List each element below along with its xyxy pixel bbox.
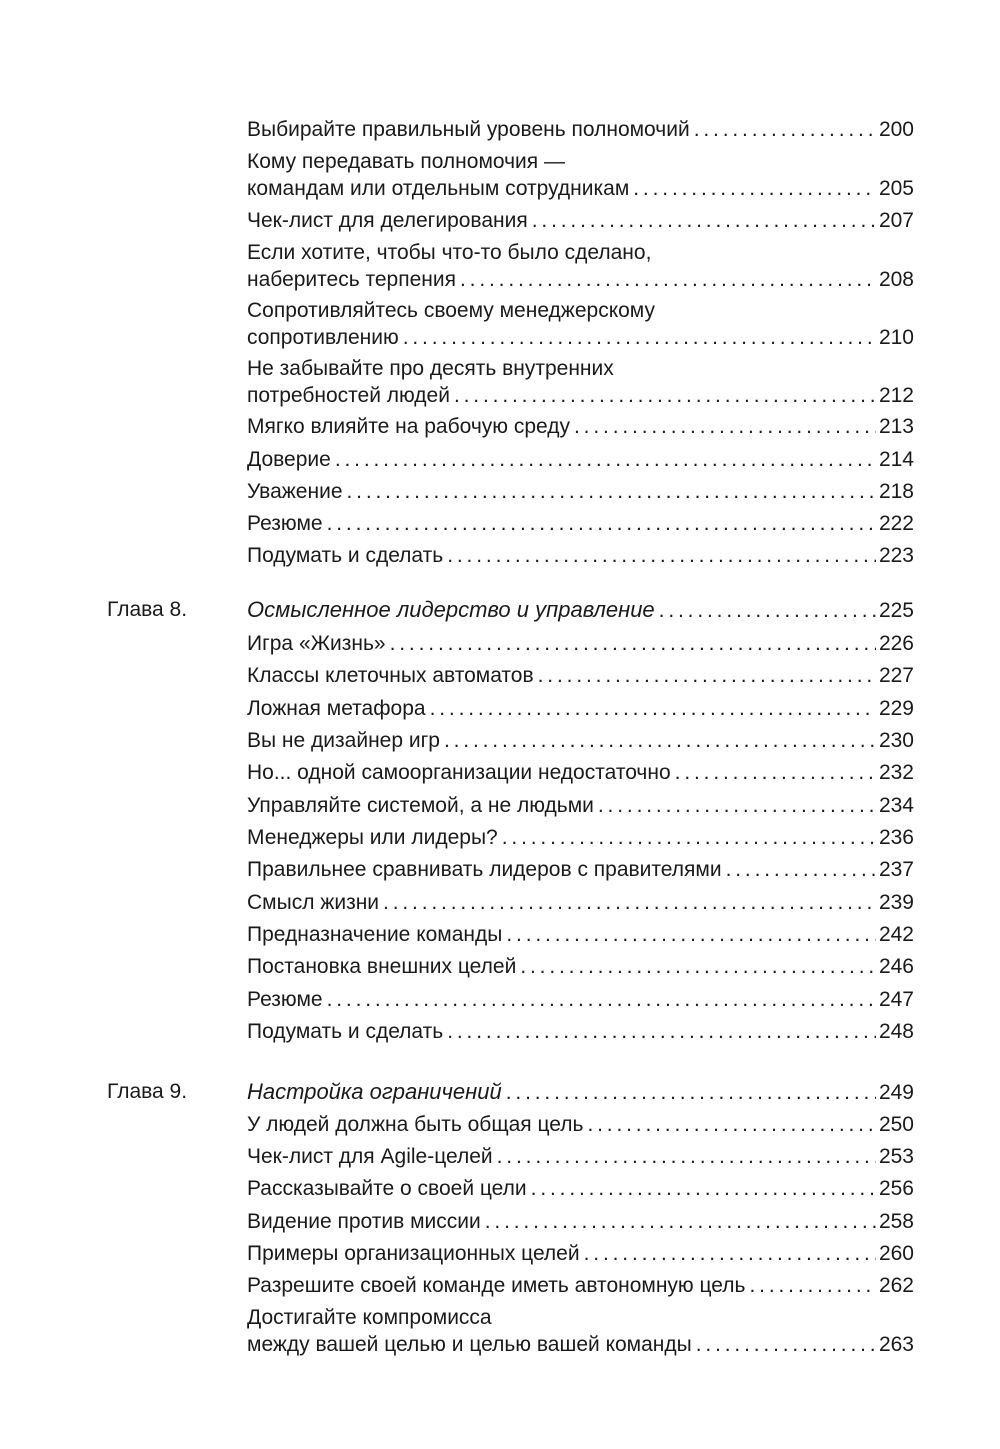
toc-entry-page: 227: [878, 664, 914, 687]
toc-entry-page: 258: [878, 1210, 914, 1233]
toc-entry-page: 226: [878, 632, 914, 655]
toc-entry-title-line1: Кому передавать полномочия —: [247, 150, 565, 173]
leader-dots: [383, 889, 876, 916]
toc-entry[interactable]: [247, 1240, 914, 1267]
toc-entry-page: 247: [878, 988, 914, 1011]
toc-entry-page: 237: [878, 858, 914, 881]
leader-dots: [538, 662, 876, 689]
toc-entry-title: Ложная метафора: [247, 697, 426, 720]
toc-entry-title-line2: командам или отдельным сотрудникам: [247, 177, 630, 200]
toc-entry-page: 256: [878, 1177, 914, 1200]
toc-entry[interactable]: [247, 239, 914, 293]
toc-entry-page: 253: [878, 1145, 914, 1168]
toc-entry-title: Менеджеры или лидеры?: [247, 826, 498, 849]
leader-dots: [390, 630, 876, 657]
chapter-label: Глава 8.: [107, 598, 188, 621]
toc-entry[interactable]: [247, 413, 914, 440]
leader-dots: [485, 1208, 876, 1235]
leader-dots: [694, 116, 876, 143]
toc-entry-title: Предназначение команды: [247, 923, 503, 946]
chapter-title: Настройка ограничений: [247, 1079, 502, 1104]
leader-dots: [659, 597, 876, 624]
toc-entry-page: 263: [878, 1333, 914, 1356]
toc-entry-page: 248: [878, 1020, 914, 1043]
leader-dots: [598, 792, 876, 819]
toc-entry-title: Примеры организационных целей: [247, 1242, 580, 1265]
toc-entry-title: Управляйте системой, а не людьми: [247, 794, 594, 817]
toc-entry-page: 214: [878, 448, 914, 471]
toc-entry-page: 229: [878, 697, 914, 720]
toc-entry-page: 246: [878, 955, 914, 978]
toc-entry-page: 222: [878, 512, 914, 535]
toc-entry-page: 260: [878, 1242, 914, 1265]
toc-entry-title: Уважение: [247, 480, 343, 503]
toc-entry-page: 212: [878, 384, 914, 407]
toc-entry-page: 236: [878, 826, 914, 849]
toc-entry-title: Подумать и сделать: [247, 1020, 444, 1043]
leader-dots: [531, 1175, 876, 1202]
toc-entry[interactable]: [247, 921, 914, 948]
toc-entry[interactable]: [247, 1175, 914, 1202]
leader-dots: [584, 1240, 876, 1267]
toc-entry-title: Рассказывайте о своей цели: [247, 1177, 527, 1200]
toc-entry-title: Игра «Жизнь»: [247, 632, 386, 655]
toc-entry-title: Резюме: [247, 512, 323, 535]
toc-entry-title-line1: Достигайте компромисса: [247, 1306, 492, 1329]
toc-entry[interactable]: [247, 510, 914, 537]
leader-dots: [506, 1079, 876, 1106]
leader-dots: [587, 1111, 876, 1138]
toc-entry-page: 239: [878, 891, 914, 914]
toc-entry-title: Разрешите своей команде иметь автономную цель: [247, 1274, 746, 1297]
toc-entry-page: 230: [878, 729, 914, 752]
toc-entry-page: 210: [878, 326, 914, 349]
toc-entry[interactable]: [247, 759, 914, 786]
chapter-heading[interactable]: [247, 1078, 914, 1106]
toc-entry[interactable]: [247, 207, 914, 234]
toc-entry[interactable]: [247, 792, 914, 819]
leader-dots: [726, 856, 876, 883]
toc-entry-page: 250: [878, 1113, 914, 1136]
toc-entry-title: Правильнее сравнивать лидеров с правителями: [247, 858, 722, 881]
leader-dots: [403, 324, 876, 351]
leader-dots: [574, 413, 876, 440]
leader-dots: [447, 1018, 876, 1045]
toc-entry-title: Вы не дизайнер игр: [247, 729, 440, 752]
toc-entry-page: 207: [878, 209, 914, 232]
chapter-title: Осмысленное лидерство и управление: [247, 597, 655, 622]
toc-entry[interactable]: [247, 542, 914, 569]
leader-dots: [520, 953, 876, 980]
toc-entry[interactable]: [247, 953, 914, 980]
leader-dots: [347, 478, 876, 505]
toc-entry-page: 223: [878, 544, 914, 567]
toc-entry[interactable]: [247, 148, 914, 202]
chapter-label: Глава 9.: [107, 1080, 188, 1103]
toc-entry[interactable]: [247, 1272, 914, 1299]
chapter-heading[interactable]: [247, 596, 914, 624]
toc-entry[interactable]: [247, 662, 914, 689]
leader-dots: [506, 921, 876, 948]
toc-entry-title: Резюме: [247, 988, 323, 1011]
leader-dots: [430, 695, 876, 722]
toc-entry-page: 200: [878, 118, 914, 141]
leader-dots: [335, 446, 876, 473]
toc-entry[interactable]: [247, 986, 914, 1013]
toc-entry-title: Но... одной самоорганизации недостаточно: [247, 761, 671, 784]
toc-entry-title: У людей должна быть общая цель: [247, 1113, 584, 1136]
toc-entry-title: Выбирайте правильный уровень полномочий: [247, 118, 690, 141]
toc-entry[interactable]: [247, 446, 914, 473]
leader-dots: [454, 382, 876, 409]
toc-entry[interactable]: [247, 478, 914, 505]
toc-entry-title-line1: Если хотите, чтобы что-то было сделано,: [247, 241, 652, 264]
toc-entry-title-line1: Не забывайте про десять внутренних: [247, 357, 614, 380]
toc-entry-title-line2: между вашей целью и целью вашей команды: [247, 1333, 692, 1356]
toc-entry[interactable]: [247, 1111, 914, 1138]
toc-entry-title-line2: сопротивлению: [247, 326, 399, 349]
toc-entry-title: Мягко влияйте на рабочую среду: [247, 415, 571, 438]
chapter-page: 249: [878, 1081, 914, 1104]
toc-entry-page: 205: [878, 177, 914, 200]
toc-entry[interactable]: [247, 1143, 914, 1170]
toc-entry-page: 208: [878, 268, 914, 291]
leader-dots: [497, 1143, 876, 1170]
toc-entry-title-line1: Сопротивляйтесь своему менеджерскому: [247, 299, 655, 322]
toc-entry-title: Классы клеточных автоматов: [247, 664, 534, 687]
toc-entry-title: Подумать и сделать: [247, 544, 444, 567]
toc-entry[interactable]: [247, 630, 914, 657]
leader-dots: [327, 986, 876, 1013]
toc-entry[interactable]: [247, 856, 914, 883]
toc-entry[interactable]: [247, 727, 914, 754]
leader-dots: [460, 266, 876, 293]
leader-dots: [444, 727, 876, 754]
leader-dots: [447, 542, 876, 569]
toc-entry-title: Смысл жизни: [247, 891, 380, 914]
toc-entry-page: 242: [878, 923, 914, 946]
toc-entry-page: 234: [878, 794, 914, 817]
leader-dots: [502, 824, 876, 851]
toc-entry-title: Чек-лист для делегирования: [247, 209, 528, 232]
leader-dots: [327, 510, 876, 537]
toc-entry-title-line2: наберитесь терпения: [247, 268, 456, 291]
leader-dots: [749, 1272, 875, 1299]
toc-entry[interactable]: [247, 695, 914, 722]
toc-entry-page: 218: [878, 480, 914, 503]
toc-entry[interactable]: [247, 116, 914, 143]
toc-entry-title: Доверие: [247, 448, 331, 471]
toc-entry[interactable]: [247, 824, 914, 851]
toc-entry-title: Чек-лист для Agile-целей: [247, 1145, 493, 1168]
leader-dots: [675, 759, 876, 786]
leader-dots: [696, 1331, 876, 1358]
toc-entry[interactable]: [247, 1304, 914, 1358]
leader-dots: [633, 175, 876, 202]
toc-entry-title: Постановка внешних целей: [247, 955, 517, 978]
toc-entry[interactable]: [247, 1018, 914, 1045]
toc-entry-page: 232: [878, 761, 914, 784]
toc-entry-page: 213: [878, 415, 914, 438]
toc-entry[interactable]: [247, 355, 914, 409]
toc-entry[interactable]: [247, 297, 914, 351]
toc-entry-page: 262: [878, 1274, 914, 1297]
toc-entry[interactable]: [247, 1208, 914, 1235]
leader-dots: [532, 207, 876, 234]
toc-entry-title-line2: потребностей людей: [247, 384, 450, 407]
chapter-page: 225: [878, 599, 914, 622]
toc-entry-title: Видение против миссии: [247, 1210, 481, 1233]
toc-entry[interactable]: [247, 889, 914, 916]
